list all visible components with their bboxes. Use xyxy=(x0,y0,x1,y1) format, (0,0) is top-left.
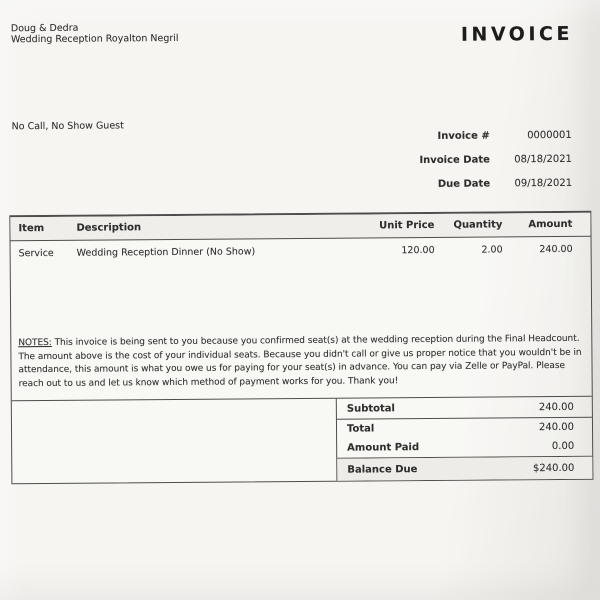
description-cell: Wedding Reception Dinner (No Show) xyxy=(76,246,256,259)
subtotal-label: Subtotal xyxy=(346,403,395,415)
table-body-spacer xyxy=(11,255,592,338)
total-label: Total xyxy=(346,423,375,436)
totals-section xyxy=(12,396,593,484)
invoice-date-label: Invoice Date xyxy=(419,154,490,167)
balance-due-label: Balance Due xyxy=(347,463,418,476)
total-row xyxy=(337,418,592,439)
balance-due-value: $240.00 xyxy=(532,462,575,475)
invoice-date-row xyxy=(419,154,572,166)
column-header-description: Description xyxy=(76,222,142,234)
column-header-quantity: Quantity xyxy=(453,219,503,231)
sender-event: Wedding Reception Royalton Negril xyxy=(10,32,179,45)
notes-paragraph xyxy=(11,333,591,392)
due-date-value: 09/18/2021 xyxy=(514,177,573,190)
amount-cell: 240.00 xyxy=(539,243,573,256)
amount-paid-value: 0.00 xyxy=(551,441,575,453)
line-items-table xyxy=(9,211,593,485)
column-header-item: Item xyxy=(18,223,45,235)
invoice-number-value: 0000001 xyxy=(527,129,572,142)
totals-spacer-cell xyxy=(12,399,338,484)
sender-name: Doug & Dedra xyxy=(10,22,79,35)
invoice-number-row xyxy=(419,130,572,142)
notes-label: NOTES: xyxy=(18,337,52,349)
due-date-row xyxy=(420,178,573,190)
column-header-amount: Amount xyxy=(528,218,573,231)
amount-paid-row xyxy=(337,437,592,459)
unit-price-cell: 120.00 xyxy=(401,244,435,257)
bill-to-name: No Call, No Show Guest xyxy=(11,120,124,133)
invoice-meta-block xyxy=(419,130,572,203)
amount-paid-label: Amount Paid xyxy=(347,442,420,455)
total-value: 240.00 xyxy=(538,422,575,434)
invoice-title: INVOICE xyxy=(460,22,574,46)
quantity-cell: 2.00 xyxy=(481,244,503,256)
balance-due-row xyxy=(337,457,592,481)
column-header-unit-price: Unit Price xyxy=(379,219,435,232)
sender-block xyxy=(11,23,179,45)
invoice-number-label: Invoice # xyxy=(437,130,490,142)
subtotal-row xyxy=(337,397,592,420)
due-date-label: Due Date xyxy=(437,178,491,190)
notes-text: This invoice is being sent to you because you confirmed seat(s) at the wedding reception during the Final Headcount. The amount above is the cost of your individual seats. Because you didn't call or give us proper notice that you wouldn't be in attendance, this amount is what you owe us for paying for your seat(s) in advance. You can pay via Zelle or PayPal. Please reach out to us and let us know which method of payment works for you. Thank you! xyxy=(18,333,582,389)
item-cell: Service xyxy=(18,247,54,260)
subtotal-value: 240.00 xyxy=(538,401,574,414)
totals-box xyxy=(337,397,593,481)
invoice-date-value: 08/18/2021 xyxy=(514,153,572,166)
